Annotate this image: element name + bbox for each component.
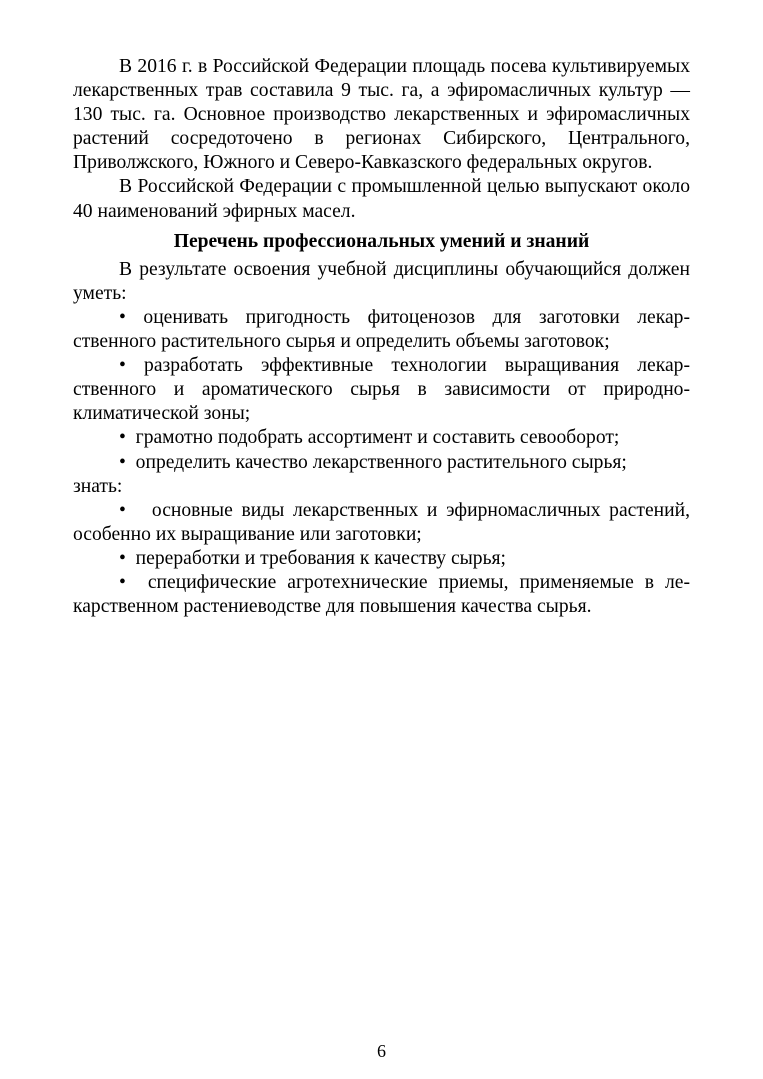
page-body <box>73 55 690 619</box>
paragraph-cultivation-area: В 2016 г. в Российской Федерации площадь посева культивируемых лекарственных трав составила 9 тыс. га, а эфиромасличных культур — 130 тыс. га. Основное производство лекарственных и эфиромасличных растений сосредоточено в регионах Сибирского, Центрального, Приволжского, Южного и Северо-Кавказского федеральных округов. <box>73 56 690 174</box>
skills-item-4: • определить качество лекарственного растительного сырья; <box>119 451 627 473</box>
section-heading: Перечень профессиональных умений и знаний <box>173 230 590 252</box>
skills-item-1: • оценивать пригодность фитоценозов для заготовки лекарственного растительного сырья и определить объемы заготовок; <box>73 306 690 353</box>
paragraph-essential-oils: В Российской Федерации с промышленной целью выпускают около 40 наименований эфирных масел. <box>73 176 690 222</box>
skills-intro: В результате освоения учебной дисциплины обучающийся должен уметь: <box>73 258 690 304</box>
knowledge-item-3: • специфические агротехнические приемы, применяемые в лекарственном растениеводстве для повышения качества сырья. <box>73 571 690 618</box>
knowledge-item-2: • переработки и требования к качеству сырья; <box>119 547 506 569</box>
knowledge-item-1: • основные виды лекарственных и эфирномасличных растений, особенно их выращивание или заготовки; <box>73 499 690 545</box>
page-number: 6 <box>377 1041 386 1061</box>
knowledge-intro: знать: <box>73 475 123 497</box>
skills-item-3: • грамотно подобрать ассортимент и составить севооборот; <box>119 427 620 449</box>
skills-item-2: • разработать эффективные технологии выращивания лекарственного и ароматического сырья в зависимости от природно-климатической зоны; <box>73 355 690 425</box>
